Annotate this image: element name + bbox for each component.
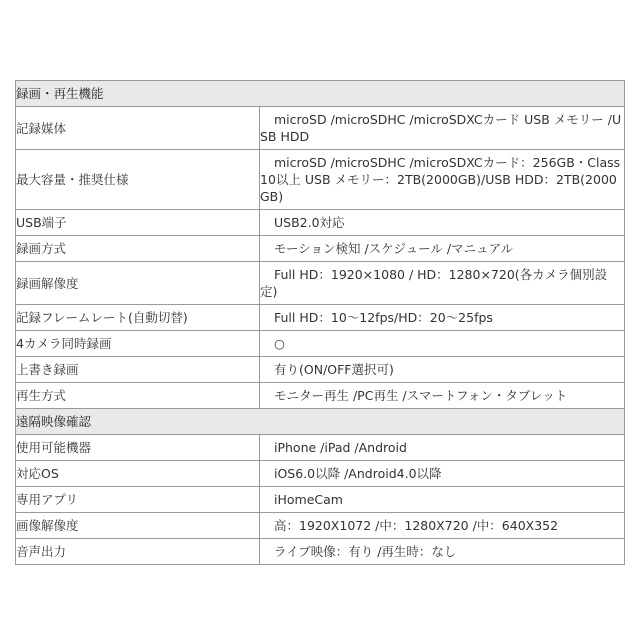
- spec-value: Full HD：10～12fps/HD：20～25fps: [274, 310, 493, 325]
- table-row: [16, 150, 625, 210]
- table-row: [16, 357, 625, 383]
- table-row: [16, 487, 625, 513]
- table-row: [16, 305, 625, 331]
- spec-label: 使用可能機器: [16, 435, 260, 461]
- spec-label: 上書き録画: [16, 357, 260, 383]
- section-header-row: [16, 81, 625, 107]
- spec-label: 音声出力: [16, 539, 260, 565]
- spec-value: モーション検知 /スケジュール /マニュアル: [274, 241, 514, 256]
- table-row: [16, 236, 625, 262]
- spec-label: 記録媒体: [16, 107, 260, 150]
- spec-label: 4カメラ同時録画: [16, 331, 260, 357]
- spec-value: iOS6.0以降 /Android4.0以降: [274, 466, 442, 481]
- table-row: [16, 262, 625, 305]
- spec-table: [15, 80, 625, 565]
- table-row: [16, 331, 625, 357]
- spec-label: 再生方式: [16, 383, 260, 409]
- spec-value: ライブ映像：有り /再生時：なし: [274, 544, 457, 559]
- table-row: [16, 539, 625, 565]
- spec-value: Full HD：1920×1080 / HD：1280×720(各カメラ個別設定): [260, 267, 608, 299]
- section-title-remote: 遠隔映像確認: [16, 409, 625, 435]
- table-row: [16, 383, 625, 409]
- spec-label: 画像解像度: [16, 513, 260, 539]
- table-row: [16, 513, 625, 539]
- spec-value: microSD /microSDHC /microSDXCカード：256GB・Class10以上 USB メモリー：2TB(2000GB)/USB HDD：2TB(2000GB): [260, 155, 621, 204]
- spec-label: 録画方式: [16, 236, 260, 262]
- spec-label: 最大容量・推奨仕様: [16, 150, 260, 210]
- spec-value: microSD /microSDHC /microSDXCカード USB メモリー /USB HDD: [260, 112, 622, 144]
- spec-value: iHomeCam: [274, 492, 343, 507]
- spec-label: USB端子: [16, 210, 260, 236]
- section-header-row: [16, 409, 625, 435]
- spec-label: 記録フレームレート(自動切替): [16, 305, 260, 331]
- table-row: [16, 107, 625, 150]
- spec-value: ○: [274, 336, 285, 351]
- spec-label: 対応OS: [16, 461, 260, 487]
- spec-value: モニター再生 /PC再生 /スマートフォン・タブレット: [274, 388, 568, 403]
- spec-value: iPhone /iPad /Android: [274, 440, 407, 455]
- spec-value: 有り(ON/OFF選択可): [274, 362, 394, 377]
- spec-label: 録画解像度: [16, 262, 260, 305]
- table-row: [16, 435, 625, 461]
- spec-label: 専用アプリ: [16, 487, 260, 513]
- spec-value: USB2.0対応: [274, 215, 345, 230]
- spec-value: 高：1920X1072 /中：1280X720 /中：640X352: [274, 518, 559, 533]
- table-row: [16, 210, 625, 236]
- table-row: [16, 461, 625, 487]
- section-title-recording: 録画・再生機能: [16, 81, 625, 107]
